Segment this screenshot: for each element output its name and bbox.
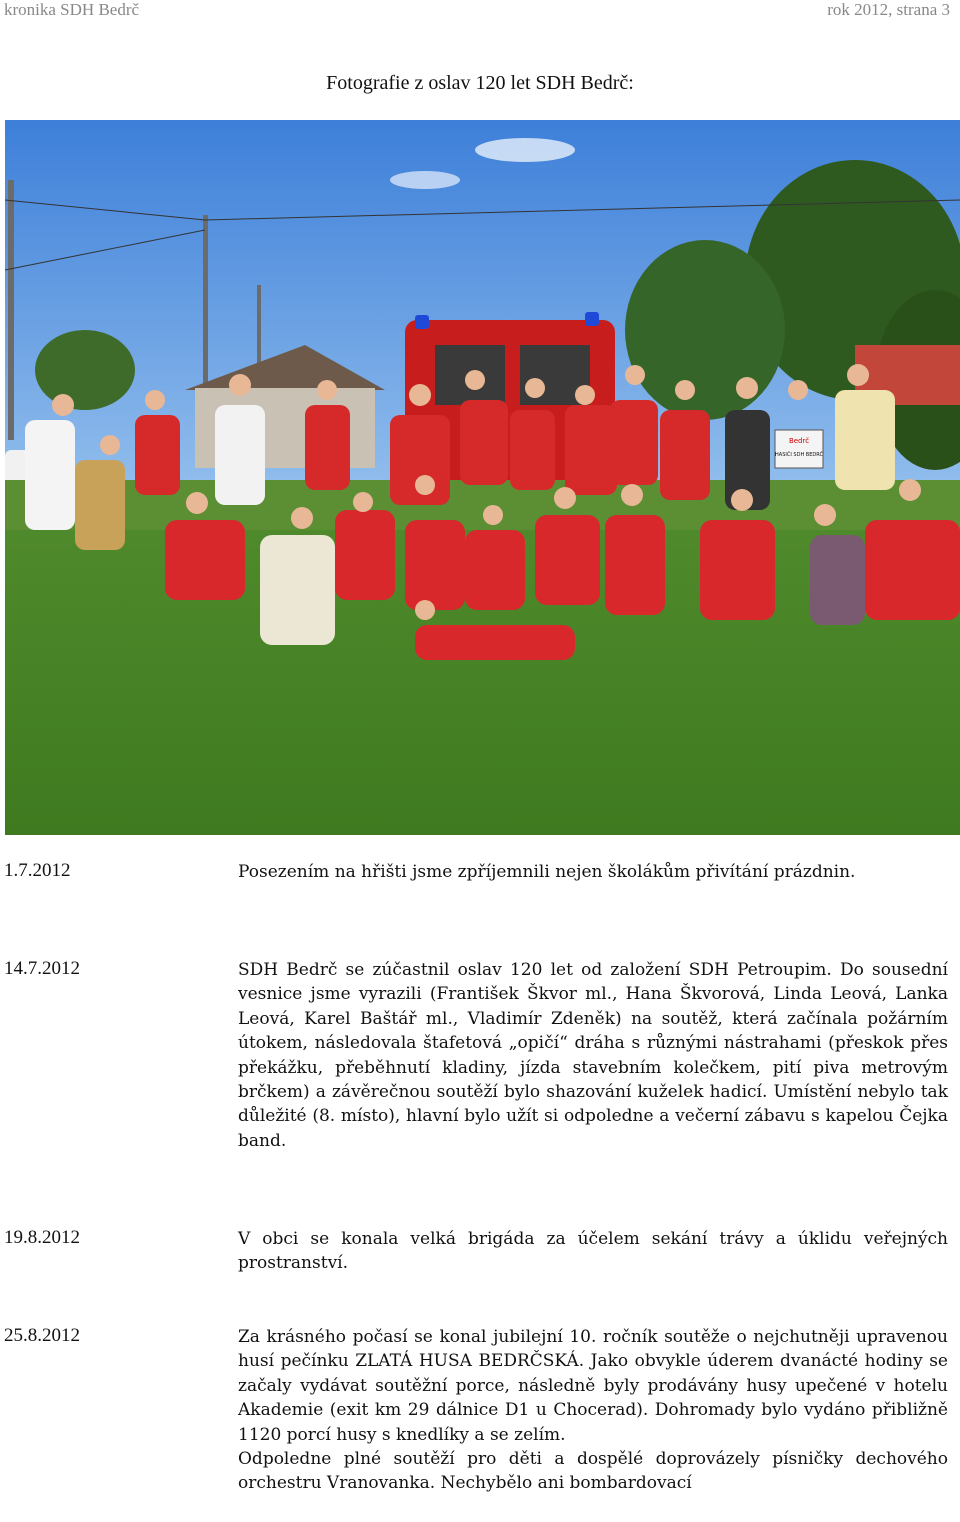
entry-paragraph: Odpoledne plné soutěží pro děti a dospělé doprovázely písničky dechového orchestru Vranovanka. Nechybělo ani bombardovací <box>238 1449 948 1494</box>
entry-date: 14.7.2012 <box>4 958 80 979</box>
entry-date: 25.8.2012 <box>4 1325 80 1346</box>
chronicle-title: kronika SDH Bedrč <box>4 0 140 19</box>
entry-14-7-2012 <box>4 958 956 1153</box>
entry-text <box>238 958 948 1153</box>
entry-text <box>238 860 948 884</box>
entry-text <box>238 1227 948 1276</box>
sign-text-2: HASIČI SDH BEDRČ <box>775 452 823 458</box>
entry-1-7-2012 <box>4 860 956 884</box>
entry-date: 1.7.2012 <box>4 860 71 881</box>
entry-paragraph: SDH Bedrč se zúčastnil oslav 120 let od založení SDH Petroupim. Do sousední vesnice jsme vyrazili (František Škvor ml., Hana Škvorová, Linda Leová, Lanka Leová, Karel Baštář ml., Vladimír Zdeněk) na soutěž, která začínala požárním útokem, následovala štafetová „opičí“ dráha s různými nástrahami (přeskok přes překážku, přeběhnutí kladiny, jízda stavebním kolečkem, pití piva metrovým brčkem) a závěrečnou soutěží bylo shazování kuželek hadicí. Umístění nebylo tak důležité (8. místo), hlavní bylo užít si odpoledne a večerní zábavu s kapelou Čejka band. <box>238 960 948 1151</box>
sign-text-1: Bedrč <box>788 437 810 445</box>
group-photo <box>5 120 960 835</box>
entry-date: 19.8.2012 <box>4 1227 80 1248</box>
entry-paragraph: V obci se konala velká brigáda za účelem sekání trávy a úklidu veřejných prostranství. <box>238 1229 948 1274</box>
entry-19-8-2012 <box>4 1227 956 1276</box>
entry-25-8-2012 <box>4 1325 956 1496</box>
entry-text <box>238 1325 948 1496</box>
photo-caption-title: Fotografie z oslav 120 let SDH Bedrč: <box>326 72 634 94</box>
page-number: rok 2012, strana 3 <box>827 0 950 19</box>
entry-paragraph: Za krásného počasí se konal jubilejní 10. ročník soutěže o nejchutněji upravenou husí pečínku ZLATÁ HUSA BEDRČSKÁ. Jako obvykle úderem dvanácté hodiny se začaly vydávat soutěžní porce, následně byly prodávány husy upečené v hotelu Akademie (exit km 29 dálnice D1 u Chocerad). Dohromady bylo vydáno přibližně 1120 porcí husy s knedlíky a se zelím. <box>238 1327 948 1445</box>
page-header <box>0 0 960 20</box>
entry-paragraph: Posezením na hřišti jsme zpříjemnili nejen školákům přivítání prázdnin. <box>238 862 856 882</box>
